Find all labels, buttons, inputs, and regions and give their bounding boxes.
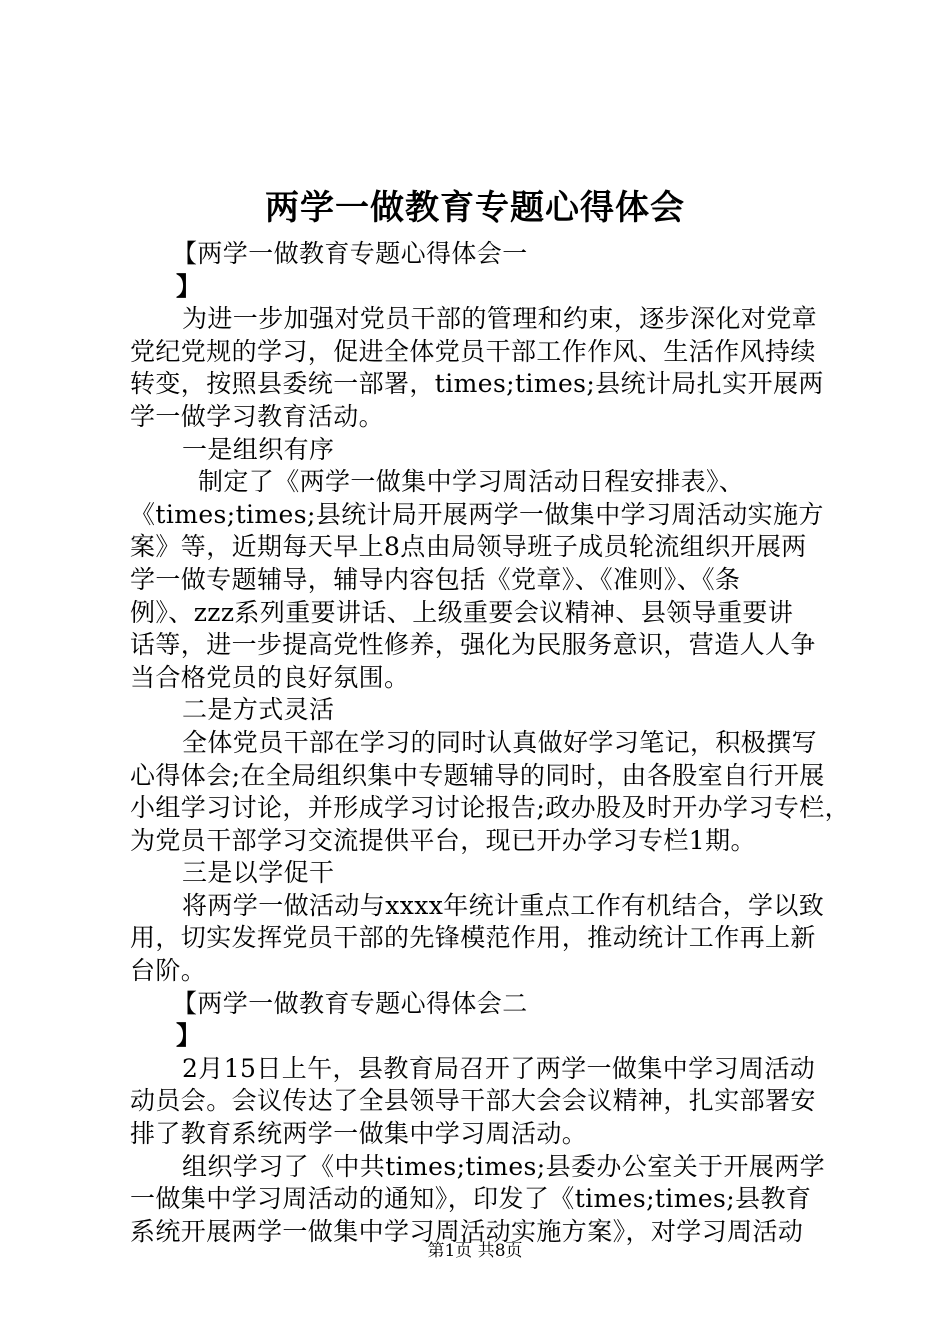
subheading-1: 一是组织有序 [182, 434, 335, 464]
paragraph-line: 系统开展两学一做集中学习周活动实施方案》，对学习周活动 [130, 1216, 804, 1246]
paragraph-line: 学一做专题辅导，辅导内容包括《党章》、《准则》、《条 [130, 564, 741, 594]
paragraph-line: 为进一步加强对党员干部的管理和约束，逐步深化对党章 [182, 304, 818, 334]
paragraph-line: 心得体会;在全局组织集中专题辅导的同时，由各股室自行开展 [130, 760, 825, 790]
paragraph-line: 例》、zzz系列重要讲话、上级重要会议精神、县领导重要讲 [130, 597, 794, 627]
paragraph-line: 为党员干部学习交流提供平台，现已开办学习专栏1期。 [130, 825, 756, 855]
page-number-footer: 第1页 共8页 [427, 1241, 523, 1261]
paragraph-line: 案》等，近期每天早上8点由局领导班子成员轮流组织开展两 [130, 532, 807, 562]
paragraph-line: 2月15日上午，县教育局召开了两学一做集中学习周活动 [182, 1053, 816, 1083]
paragraph-line: 用，切实发挥党员干部的先锋模范作用，推动统计工作再上新 [130, 923, 816, 953]
paragraph-line: 学一做学习教育活动。 [130, 401, 385, 431]
paragraph-line: 台阶。 [130, 956, 207, 986]
section-heading-1-close: 】 [176, 271, 202, 301]
subheading-2: 二是方式灵活 [182, 695, 335, 725]
section-heading-2-close: 】 [176, 1021, 202, 1051]
paragraph-line: 一做集中学习周活动的通知》，印发了《times;times;县教育 [130, 1184, 812, 1214]
paragraph-line: 动员会。会议传达了全县领导干部大会会议精神，扎实部署安 [130, 1086, 816, 1116]
section-heading-2: 【两学一做教育专题心得体会二 [172, 988, 528, 1018]
paragraph-line: 将两学一做活动与xxxx年统计重点工作有机结合，学以致 [182, 890, 825, 920]
paragraph-line: 党纪党规的学习，促进全体党员干部工作作风、生活作风持续 [130, 336, 816, 366]
document-title: 两学一做教育专题心得体会 [265, 188, 685, 228]
paragraph-line: 排了教育系统两学一做集中学习周活动。 [130, 1119, 588, 1149]
section-heading-1: 【两学一做教育专题心得体会一 [172, 239, 528, 268]
document-body [130, 238, 851, 1248]
paragraph-line: 当合格党员的良好氛围。 [130, 662, 410, 692]
paragraph-line: 话等，进一步提高党性修养，强化为民服务意识，营造人人争 [130, 630, 816, 660]
paragraph-line: 全体党员干部在学习的同时认真做好学习笔记，积极撰写 [182, 727, 818, 757]
paragraph-line: 组织学习了《中共times;times;县委办公室关于开展两学 [182, 1151, 825, 1181]
paragraph-line: 制定了《两学一做集中学习周活动日程安排表》、 [198, 467, 745, 497]
paragraph-line: 小组学习讨论，并形成学习讨论报告;政办股及时开办学习专栏， [130, 793, 851, 823]
paragraph-line: 转变，按照县委统一部署，times;times;县统计局扎实开展两 [130, 369, 824, 399]
subheading-3: 三是以学促干 [182, 858, 335, 888]
paragraph-line: 《times;times;县统计局开展两学一做集中学习周活动实施方 [130, 499, 824, 529]
